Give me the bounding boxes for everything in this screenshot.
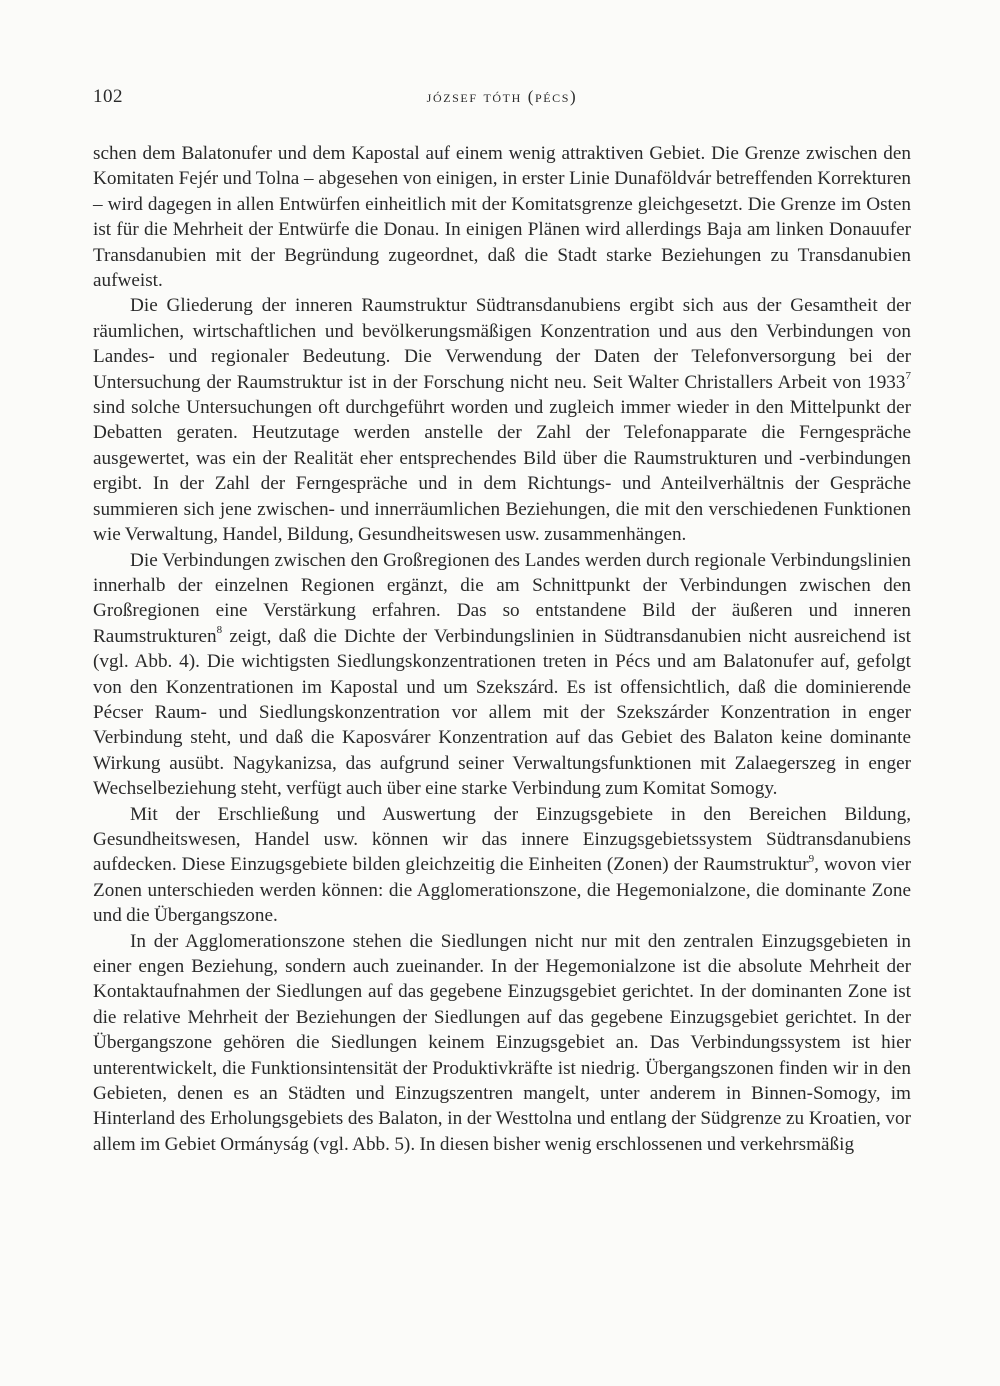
body-text [93, 141, 911, 1157]
page-header [93, 86, 911, 116]
footnote-ref-8[interactable]: 8 [216, 624, 223, 637]
paragraph-5: In der Agglomerationszone stehen die Siedlungen nicht nur mit den zentralen Einzugsgebieten in einer engen Beziehung, sondern auch zueinander. In der Hegemonialzone ist die absolute Mehrheit der Kontaktaufnahmen der Siedlungen auf das gegebene Einzugsgebiet gerichtet. In der dominanten Zone ist die relative Mehrheit der Beziehungen der Siedlungen auf das gegebene Einzugsgebiet gerichtet. In der Übergangszone gehören die Siedlungen keinem Einzugsgebiet an. Das Verbindungssystem ist hier unterentwickelt, die Funktionsintensität der Produktivkräfte ist niedrig. Übergangszonen finden wir in den Gebieten, denen es an Städten und Einzugszentren mangelt, unter anderem in Binnen-Somogy, im Hinterland des Erholungsgebiets des Balaton, in der Westtolna und entlang der Südgrenze zu Kroatien, vor allem im Gebiet Ormányság (vgl. Abb. 5). In diesen bisher wenig erschlossenen und verkehrsmäßig [93, 930, 911, 1155]
paragraph-3-part-b: zeigt, daß die Dichte der Verbindungslinien in Südtransdanubien nicht ausreichend ist (vgl. Abb. 4). Die wichtigsten Siedlungskonzentrationen treten in Pécs und am Balatonufer auf, gefolgt von den Konzentrationen im Kapostal und um Szekszárd. Es ist offensichtlich, daß die dominierende Pécser Raum- und Siedlungskonzentration vor allem mit der Szekszárder Konzentration in enger Verbindung steht, und daß die Kaposvárer Konzentration auf das Gebiet des Balaton keine dominante Wirkung ausübt. Nagykanizsa, das aufgrund seiner Verwaltungsfunktionen mit Zalaegerszeg in enger Wechselbeziehung steht, verfügt auch über eine starke Verbindung zum Komitat Somogy. [93, 625, 911, 800]
paragraph-3-part-a: Die Verbindungen zwischen den Großregionen des Landes werden durch regionale Verbindungslinien innerhalb der einzelnen Regionen ergänzt, die am Schnittpunkt der Verbindungen zwischen den Großregionen eine Verstärkung erfahren. Das so entstandene Bild der äußeren und inneren Raumstrukturen [93, 549, 911, 647]
page-number: 102 [93, 86, 123, 107]
paragraph-2-part-a: Die Gliederung der inneren Raumstruktur Südtransdanubiens ergibt sich aus der Gesamtheit der räumlichen, wirtschaftlichen und bevölkerungsmäßigen Konzentration und aus den Verbindungen von Landes- und regionaler Bedeutung. Die Verwendung der Daten der Telefonversorgung bei der Untersuchung der Raumstruktur ist in der Forschung nicht neu. Seit Walter Christallers Arbeit von 1933 [93, 295, 911, 393]
running-head: józsef tóth (pécs) [426, 87, 578, 106]
paragraph-1: schen dem Balatonufer und dem Kapostal auf einem wenig attraktiven Gebiet. Die Grenze zwischen den Komitaten Fejér und Tolna – abgesehen von einigen, in erster Linie Dunaföldvár betreffenden Korrekturen – wird dagegen in allen Entwürfen einheitlich mit der Komitatsgrenze gleichgesetzt. Die Grenze im Osten ist für die Mehrheit der Entwürfe die Donau. In einigen Plänen wird allerdings Baja am linken Donauufer Transdanubien mit der Begründung zugeordnet, daß die Stadt starke Beziehungen zu Transdanubien aufweist. [93, 143, 911, 292]
paragraph-2 [93, 293, 911, 547]
paragraph-4-part-b: , wovon vier Zonen unterschieden werden können: die Agglomerationszone, die Hegemonialzone, die dominante Zone und die Übergangszone. [93, 854, 911, 927]
paragraph-3 [93, 548, 911, 802]
paragraph-4-part-a: Mit der Erschließung und Auswertung der Einzugsgebiete in den Bereichen Bildung, Gesundheitswesen, Handel usw. können wir das innere Einzugsgebietssystem Südtransdanubiens aufdecken. Diese Einzugsgebiete bilden gleichzeitig die Einheiten (Zonen) der Raumstruktur [93, 803, 911, 876]
footnote-ref-9[interactable]: 9 [808, 852, 815, 865]
footnote-ref-7[interactable]: 7 [905, 370, 911, 383]
paragraph-4 [93, 802, 911, 929]
paragraph-2-part-b: sind solche Untersuchungen oft durchgeführt worden und zugleich immer wieder in den Mittelpunkt der Debatten geraten. Heutzutage werden anstelle der Zahl der Telefonapparate die Ferngespräche ausgewertet, was ein der Realität eher entsprechendes Bild über die Raumstrukturen und -verbindungen ergibt. In der Zahl der Ferngespräche und in dem Richtungs- und Anteilverhältnis der Gespräche summieren sich jene zwischen- und innerräumlichen Beziehungen, die mit den verschiedenen Funktionen wie Verwaltung, Handel, Bildung, Gesundheitswesen usw. zusammenhängen. [93, 397, 911, 546]
